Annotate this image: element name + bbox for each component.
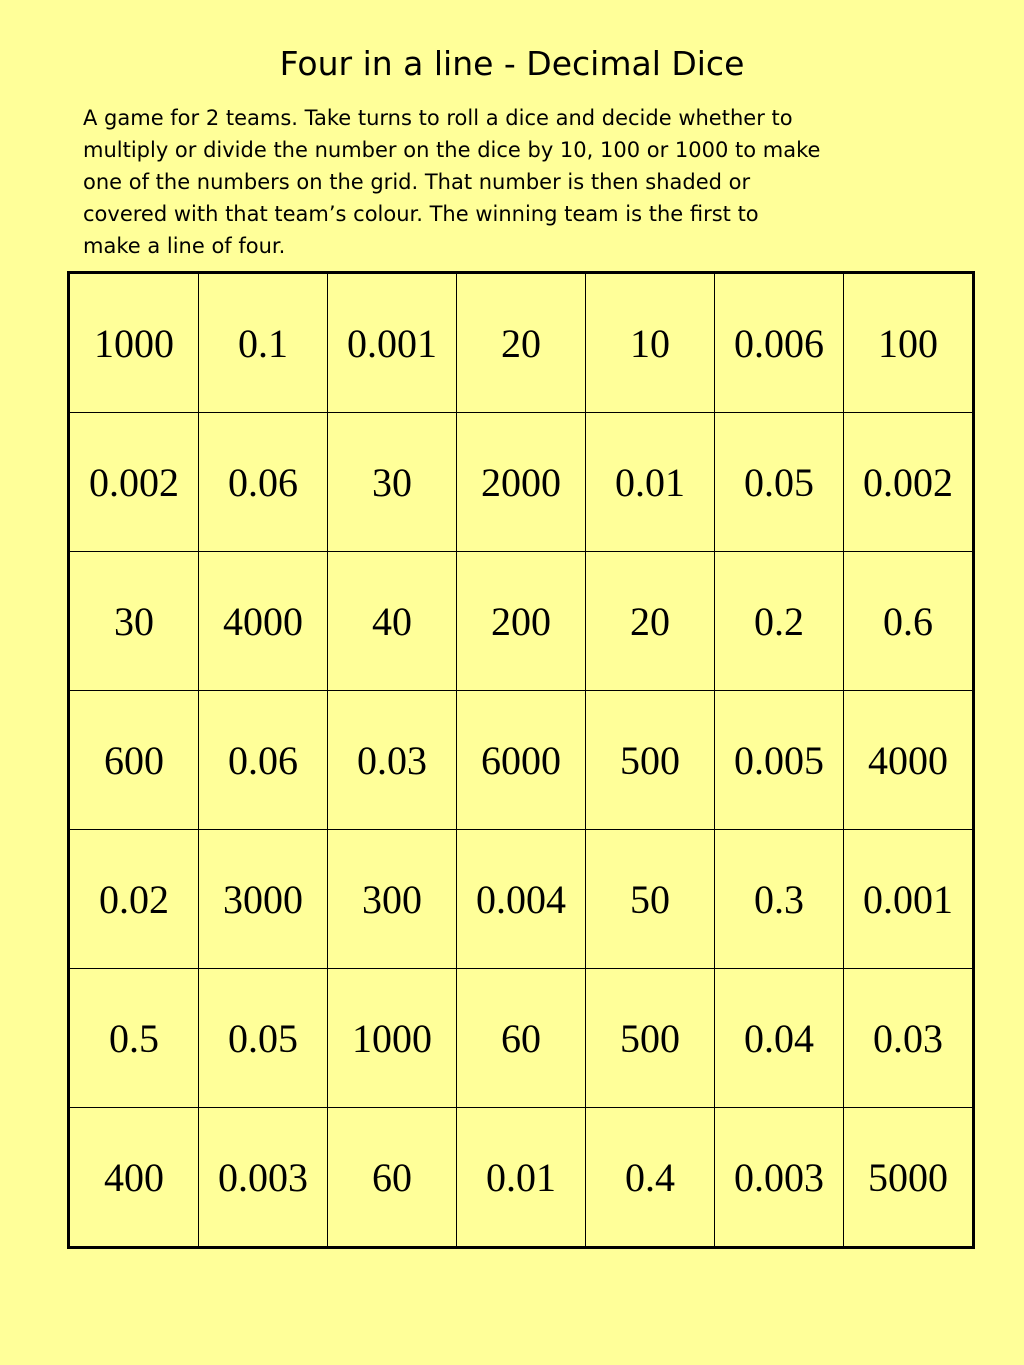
grid-cell[interactable]: 0.6 [844,552,974,691]
grid-cell[interactable]: 10 [586,273,715,413]
grid-row [69,552,974,691]
grid-cell[interactable]: 0.4 [586,1108,715,1248]
grid-cell[interactable]: 0.05 [715,413,844,552]
grid-cell[interactable]: 500 [586,969,715,1108]
grid-cell[interactable]: 0.1 [199,273,328,413]
grid-cell[interactable]: 0.02 [69,830,199,969]
grid-cell[interactable]: 0.001 [328,273,457,413]
grid-cell[interactable]: 0.003 [199,1108,328,1248]
grid-cell[interactable]: 30 [328,413,457,552]
grid-cell[interactable]: 0.006 [715,273,844,413]
grid-cell[interactable]: 500 [586,691,715,830]
grid-cell[interactable]: 400 [69,1108,199,1248]
grid-cell[interactable]: 0.03 [844,969,974,1108]
instructions-line: covered with that team’s colour. The winning team is the first to [83,202,759,226]
grid-cell[interactable]: 6000 [457,691,586,830]
grid-cell[interactable]: 4000 [199,552,328,691]
grid-cell[interactable]: 300 [328,830,457,969]
grid-cell[interactable]: 50 [586,830,715,969]
grid-cell[interactable]: 0.3 [715,830,844,969]
grid-cell[interactable]: 0.06 [199,413,328,552]
grid-cell[interactable]: 0.06 [199,691,328,830]
grid-cell[interactable]: 0.005 [715,691,844,830]
grid-cell[interactable]: 0.03 [328,691,457,830]
instructions-line: A game for 2 teams. Take turns to roll a dice and decide whether to [83,106,793,130]
instructions-line: multiply or divide the number on the dice by 10, 100 or 1000 to make [83,138,821,162]
grid-cell[interactable]: 1000 [69,273,199,413]
grid-row [69,969,974,1108]
grid-cell[interactable]: 0.004 [457,830,586,969]
grid-cell[interactable]: 30 [69,552,199,691]
grid-row [69,691,974,830]
instructions-line: one of the numbers on the grid. That number is then shaded or [83,170,751,194]
grid-cell[interactable]: 20 [586,552,715,691]
grid-cell[interactable]: 60 [328,1108,457,1248]
grid-cell[interactable]: 100 [844,273,974,413]
grid-cell[interactable]: 5000 [844,1108,974,1248]
grid-cell[interactable]: 0.003 [715,1108,844,1248]
grid-cell[interactable]: 200 [457,552,586,691]
grid-cell[interactable]: 0.05 [199,969,328,1108]
grid-cell[interactable]: 2000 [457,413,586,552]
grid-cell[interactable]: 0.002 [69,413,199,552]
grid-cell[interactable]: 40 [328,552,457,691]
grid-cell[interactable]: 0.2 [715,552,844,691]
grid-cell[interactable]: 0.5 [69,969,199,1108]
grid-cell[interactable]: 600 [69,691,199,830]
grid-cell[interactable]: 0.04 [715,969,844,1108]
page-title: Four in a line - Decimal Dice [279,44,745,83]
grid-cell[interactable]: 1000 [328,969,457,1108]
grid-cell[interactable]: 3000 [199,830,328,969]
grid-row [69,273,974,413]
grid-cell[interactable]: 0.01 [457,1108,586,1248]
number-grid [67,271,975,1249]
grid-cell[interactable]: 0.001 [844,830,974,969]
grid-row [69,830,974,969]
grid-row [69,413,974,552]
grid-cell[interactable]: 20 [457,273,586,413]
grid-cell[interactable]: 60 [457,969,586,1108]
grid-cell[interactable]: 0.01 [586,413,715,552]
grid-row [69,1108,974,1248]
grid-cell[interactable]: 4000 [844,691,974,830]
game-instructions [83,102,963,262]
instructions-line: make a line of four. [83,234,286,258]
grid-cell[interactable]: 0.002 [844,413,974,552]
